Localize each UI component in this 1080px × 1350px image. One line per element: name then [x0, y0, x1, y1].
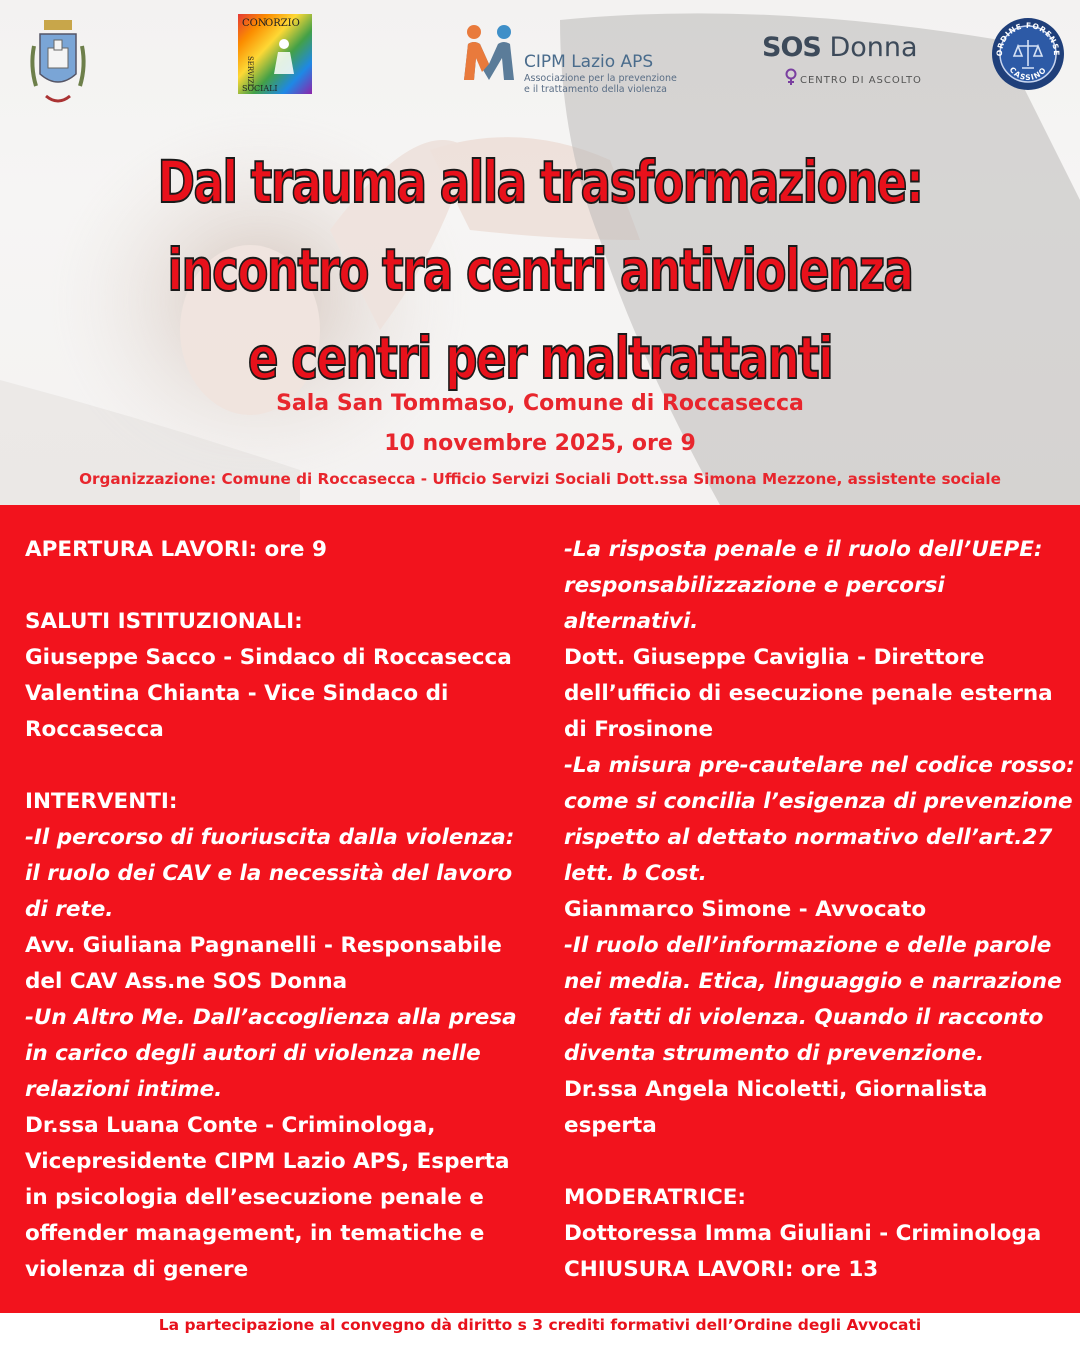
program-line: dell’ufficio di esecuzione penale esterna — [564, 681, 1053, 706]
header-area — [0, 0, 1080, 505]
title-line-3: e centri per maltrattanti — [247, 324, 833, 392]
donna-text: Donna — [829, 32, 918, 63]
program-line: violenza di genere — [25, 1257, 249, 1282]
talk-title-line: alternativi. — [564, 609, 699, 634]
event-date: 10 novembre 2025, ore 9 — [384, 431, 696, 456]
talk-title-line: lett. b Cost. — [564, 861, 707, 886]
line-spacer — [25, 568, 545, 604]
cipm-tagline-2: e il trattamento della violenza — [524, 84, 667, 95]
sos-tagline: CENTRO DI ASCOLTO — [800, 75, 922, 86]
program-line: Roccasecca — [25, 717, 164, 742]
talk-title-line: relazioni intime. — [25, 1077, 223, 1102]
program-line: in psicologia dell’esecuzione penale e — [25, 1185, 484, 1210]
consorzio-text-2: ORZIO — [265, 18, 300, 29]
event-organization: Organizzazione: Comune di Roccasecca - Ufficio Servizi Sociali Dott.ssa Simona Mezzone, assistente sociale — [79, 470, 1001, 488]
talk-title-line: nei media. Etica, linguaggio e narrazione — [564, 969, 1062, 994]
program-line: del CAV Ass.ne SOS Donna — [25, 969, 348, 994]
program-line: Vicepresidente CIPM Lazio APS, Esperta — [25, 1149, 510, 1174]
talk-title-line: come si concilia l’esigenza di prevenzione — [564, 789, 1073, 814]
program-line: Giuseppe Sacco - Sindaco di Roccasecca — [25, 645, 512, 670]
talk-title-line: -Il ruolo dell’informazione e delle parole — [564, 933, 1052, 958]
program-line: MODERATRICE: — [564, 1185, 747, 1210]
program-line: di Frosinone — [564, 717, 714, 742]
program-line: INTERVENTI: — [25, 789, 178, 814]
ordine-top-text: ORDINE FORENSE — [994, 20, 1062, 57]
logo-bar — [0, 14, 1080, 109]
cipm-logo — [460, 22, 677, 95]
talk-title-line: il ruolo dei CAV e la necessità del lavoro — [25, 861, 513, 886]
program-left-column — [25, 532, 545, 1288]
cipm-tagline-1: Associazione per la prevenzione — [524, 73, 677, 84]
program-line: esperta — [564, 1113, 657, 1138]
program-line: SALUTI ISTITUZIONALI: — [25, 609, 303, 634]
line-spacer — [564, 1144, 1076, 1180]
program-line: Dr.ssa Luana Conte - Criminologa, — [25, 1113, 436, 1138]
sos-donna-logo — [762, 32, 922, 92]
program-line: Dr.ssa Angela Nicoletti, Giornalista — [564, 1077, 988, 1102]
talk-title-line: responsabilizzazione e percorsi — [564, 573, 945, 598]
program-line: offender management, in tematiche e — [25, 1221, 485, 1246]
talk-title-line: dei fatti di violenza. Quando il racconto — [564, 1005, 1044, 1030]
credits-footer: La partecipazione al convegno dà diritto s 3 crediti formativi dell’Ordine degli Avvocati — [158, 1316, 922, 1334]
event-venue: Sala San Tommaso, Comune di Roccasecca — [276, 391, 804, 416]
program-line: CHIUSURA LAVORI: ore 13 — [564, 1257, 879, 1282]
talk-title-line: -La misura pre-cautelare nel codice rosso: — [564, 753, 1075, 778]
program-right-column — [564, 532, 1076, 1288]
program-line: Dottoressa Imma Giuliani - Criminologa — [564, 1221, 1042, 1246]
talk-title-line: -La risposta penale e il ruolo dell’UEPE: — [564, 537, 1043, 562]
talk-title-line: -Un Altro Me. Dall’accoglienza alla presa — [25, 1005, 517, 1030]
title-line-1: Dal trauma alla trasformazione: — [157, 148, 923, 216]
program-line: Avv. Giuliana Pagnanelli - Responsabile — [25, 933, 502, 958]
talk-title-line: in carico degli autori di violenza nelle — [25, 1041, 481, 1066]
cipm-name: CIPM Lazio APS — [524, 52, 654, 72]
program-line: Gianmarco Simone - Avvocato — [564, 897, 927, 922]
consorzio-text-3: SERVIZI — [246, 56, 254, 87]
event-title — [150, 138, 930, 402]
talk-title-line: di rete. — [25, 897, 114, 922]
program-line: APERTURA LAVORI: ore 9 — [25, 537, 327, 562]
ordine-bottom-text: CASSINO — [1007, 65, 1049, 83]
ordine-forense-logo — [990, 16, 1066, 92]
consorzio-text-1: CON — [242, 18, 267, 29]
program-line: Dott. Giuseppe Caviglia - Direttore — [564, 645, 985, 670]
talk-title-line: diventa strumento di prevenzione. — [564, 1041, 985, 1066]
title-line-2: incontro tra centri antiviolenza — [167, 236, 913, 304]
line-spacer — [25, 748, 545, 784]
consorzio-text-4: SOCIALI — [242, 84, 278, 93]
consorzio-logo — [238, 14, 312, 94]
sos-text: SOS — [762, 32, 821, 63]
program-line: Valentina Chianta - Vice Sindaco di — [25, 681, 449, 706]
talk-title-line: -Il percorso di fuoriuscita dalla violenza: — [25, 825, 515, 850]
municipal-crest-logo — [26, 16, 90, 108]
cipm-figure-icon — [460, 22, 518, 84]
female-symbol-icon — [784, 68, 798, 86]
talk-title-line: rispetto al dettato normativo dell’art.27 — [564, 825, 1053, 850]
